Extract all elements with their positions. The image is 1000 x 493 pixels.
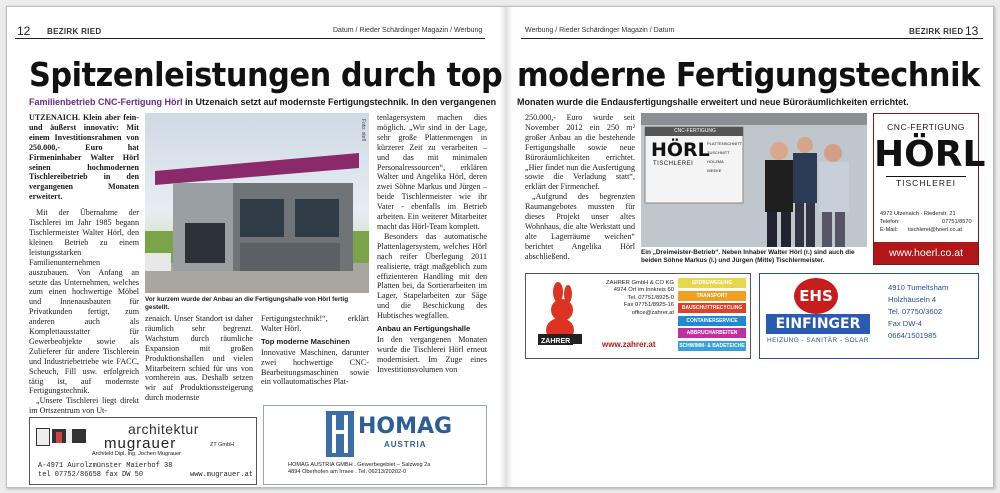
- architecture-logo-icon: [52, 429, 86, 443]
- photo-caption: Ein „Dreimeister-Betrieb“. Neben Inhaber Walter Hörl (r.) sind auch die beiden Söhne Markus (l.) und Jürgen (Mitte) Tischlermeister.: [641, 249, 855, 264]
- ad-einfinger: [759, 273, 979, 359]
- right-section-label: BEZIRK RIED: [909, 27, 964, 36]
- building-illustration: [145, 113, 369, 293]
- ad-hoerl-contact: 4972 Utzenaich · Riederstr. 21 Telefon: 07751/8570 E-Mail: tischlerei@hoerl.co.at: [880, 211, 972, 233]
- ad-zahrer-service-item: CONTAINERSERVICE: [678, 316, 746, 326]
- ad-zahrer-contact: ZAHRER GmbH & CO KG 4974 Ort im Innkreis 60 Tel. 07751/8925-0 Fax 07751/8925-16 office@zahrer.at: [606, 280, 674, 316]
- article-lead: UTZENAICH. Klein aber fein- und äußerst innovativ: Mit einem Investitionsrahmen von 250.000,- Euro hat Firmeninhaber Walter Hörl seinen hochmodernen Tischlereibetrieb in den vergangenen Monaten erweitert.: [29, 113, 139, 202]
- article-column-5: [525, 113, 635, 269]
- ad-mugrauer-title1: architektur: [128, 421, 199, 437]
- sign-sub: TISCHLEREI: [653, 161, 694, 167]
- article-paragraph: „Unsere Tischlerei liegt direkt im Ortszentrum von Ut-: [29, 396, 139, 416]
- photo-credit: Foto: stefl: [360, 119, 366, 141]
- article-paragraph: 250.000,- Euro wurde seit November 2012 ein 250 m² großer Anbau an die bestehende Fertigungshalle sowie neue Büroräumlichkeiten errichtet. „Hier findet nun die Ausfertigung sowie die Verladung statt“, erklärt der Firmenchef.: [525, 113, 635, 192]
- magazine-spread: [6, 6, 994, 488]
- ad-zahrer-service-item: TRANSPORT: [678, 291, 746, 301]
- ad-einfinger-tagline: HEIZUNG - SANITÄR - SOLAR: [767, 337, 869, 344]
- article-column-3-lower: [261, 314, 369, 410]
- ad-mugrauer: [29, 417, 257, 485]
- headline-left: Spitzenleistungen durch top: [29, 55, 503, 94]
- article-column-1: [29, 113, 139, 416]
- article-paragraph: tenlagersystem machen dies möglich. „Wir sind in der Lage, sehr große Plattenmengen in kürzerer Zeit zu verarbeiten – und das mit minimalen Personalressourcen“, erklären Walter und Angelika Hörl, deren zwei Söhne Markus und Jürgen – beide Tischlermeister wie ihr Vater - ebenfalls im Betrieb arbeiten. Ein weiterer Mitarbeiter macht das Hörl-Team komplett.: [377, 113, 487, 231]
- ad-zahrer: [525, 273, 751, 359]
- crest-icon: [36, 428, 50, 446]
- left-page-number: 12: [17, 24, 31, 38]
- ad-einfinger-contact: 4910 Tumeltsham Holzhäuseln 4 Tel. 07750/3602 Fax DW-4 0664/1501985: [888, 283, 949, 340]
- ad-zahrer-services: [678, 278, 746, 354]
- ad-zahrer-service-item: SCHWIMM- & BADETEICHE: [679, 342, 745, 349]
- sign-service-list: PLATTENSCHNITT ZUSCHNITT HOLZMA WEEKE: [707, 141, 743, 173]
- section-heading: Anbau an Fertigungshalle: [377, 324, 471, 334]
- section-heading: Top moderne Maschinen: [261, 336, 350, 346]
- team-photo: [641, 113, 867, 247]
- ad-homag: [263, 405, 487, 485]
- ad-zahrer-brand: ZAHRER: [538, 338, 573, 345]
- ad-zahrer-service-item: BAUSCHUTTRECYCLING: [678, 303, 746, 313]
- article-paragraph: In den vergangenen Monaten wurde die Tischlerei Hörl erneut modernisiert. Im Zuge eines Investitionsvolumen von: [377, 334, 487, 374]
- ad-hoerl-top: CNC-FERTIGUNG: [887, 122, 965, 132]
- ad-mugrauer-sub: Architekt Dipl. Ing. Jochen Mugrauer: [92, 451, 181, 457]
- ad-homag-name: HOMAG: [358, 414, 453, 439]
- ad-mugrauer-title2: mugrauer: [104, 435, 177, 452]
- article-paragraph: zenaich. Unser Standort ist daher räumlich sehr begrenzt. Wachstum durch räumliche Expansion mit großen Produktionshallen und vielen Mitarbeitern schied für uns von vornherein aus. Deshalb setzen wir auf Produktionssteigerung durch modernste: [145, 314, 253, 403]
- right-page-number: 13: [965, 24, 979, 38]
- ad-mugrauer-zt: ZT GmbH: [210, 442, 235, 448]
- right-page-meta: Werbung / Rieder Schärdinger Magazin / Datum: [525, 27, 675, 34]
- ad-einfinger-name: EINFINGER: [766, 314, 870, 334]
- article-column-2: [145, 314, 253, 410]
- ad-einfinger-logo: EHS: [794, 278, 838, 314]
- ad-zahrer-service-item: ABBRUCHARBEITEN: [678, 328, 746, 338]
- left-section-label: BEZIRK RIED: [47, 27, 102, 36]
- ad-hoerl: [873, 113, 986, 265]
- photo-caption: Vor kurzem wurde der Anbau an die Fertigungshalle von Hörl fertig gestellt.: [145, 296, 349, 311]
- ad-homag-address: HOMAG AUSTRIA GMBH . Gewerbegebiet – Salzweg 2a 4894 Oberhofen am Irrsee . Tel. 06213/20202-0: [288, 462, 431, 476]
- ad-zahrer-web: www.zahrer.at: [602, 340, 656, 349]
- subheadline-left: Familienbetrieb CNC-Fertigung Hörl in Utzenaich setzt auf modernste Fertigungstechnik. In den vergangenen: [29, 97, 497, 107]
- ad-zahrer-service-item: ERDBEWEGUNG: [678, 278, 746, 288]
- headline-right: moderne Fertigungstechnik: [517, 55, 980, 94]
- subheadline-right: Monaten wurde die Endausfertigungshalle erweitert und neue Büroräumlichkeiten errichtet.: [517, 97, 909, 107]
- ad-hoerl-name: HÖRL: [874, 134, 986, 175]
- ad-mugrauer-contact: A-4971 Aurolzmünster Maierhof 38 tel 07752/86658 fax DW 50 www.mugrauer.at: [38, 462, 254, 479]
- article-paragraph: Innovative Maschinen, darunter zwei hochwertige CNC-Bearbeitungsmaschinen sowie ein vollautomatisches Plat-: [261, 347, 369, 387]
- article-column-4: [377, 113, 487, 403]
- left-header-rule: [15, 38, 485, 39]
- ad-hoerl-sub: TISCHLEREI: [886, 176, 966, 188]
- left-page-meta: Datum / Rieder Schärdinger Magazin / Werbung: [333, 27, 483, 34]
- ad-homag-country: AUSTRIA: [384, 440, 427, 449]
- article-paragraph: Fertigungstechnik!“, erklärt Walter Hörl.: [261, 314, 369, 333]
- sign-top: CNC-FERTIGUNG: [674, 128, 716, 134]
- article-paragraph: „Aufgrund des begrenzten Raumangebotes mussten für dieses Projekt unser altes Wohnhaus, die alte Werkstatt und alte Lagerräume weichen“ berichtet Angelika Hörl abschließend.: [525, 192, 635, 261]
- rabbit-mascot-icon: [534, 282, 586, 346]
- article-paragraph: Besonders das automatische Plattenlagersystem, welches Hörl nach reifer Überlegung 2011 realisierte, trägt maßgeblich zum effizienteren Handling mit den Platten bei, da Sortierarbeiten im Lager, Stapelarbeiten zur Säge und die Beschickung des Hubtisches wegfallen.: [377, 231, 487, 321]
- ad-hoerl-web: www.hoerl.co.at: [874, 242, 978, 264]
- building-photo: [145, 113, 369, 293]
- right-header-rule: [521, 38, 983, 39]
- article-paragraph: Mit der Übernahme der Tischlerei im Jahr 1985 begann Tischlermeister Walter Hörl, den kleinen Betrieb zu einem leistungsstarken Familienunternehmen auszubauen. Von Anfang an setzte das Unternehmen, welches zum einen hochwertige Möbel und Innenausbauten für Privatkunden fertigt, zum anderen auch als Komplettausstatter für Gewerbeobjekte sowie als Zulieferer für andere Tischlerein und Industriebetriebe wie FACC, Scheuch, Fill usw. erfolgreich tätig ist, auf modernste Fertigungstechnik.: [29, 208, 139, 396]
- homag-logo-icon: [326, 411, 354, 457]
- sign-name: HÖRL: [651, 139, 710, 161]
